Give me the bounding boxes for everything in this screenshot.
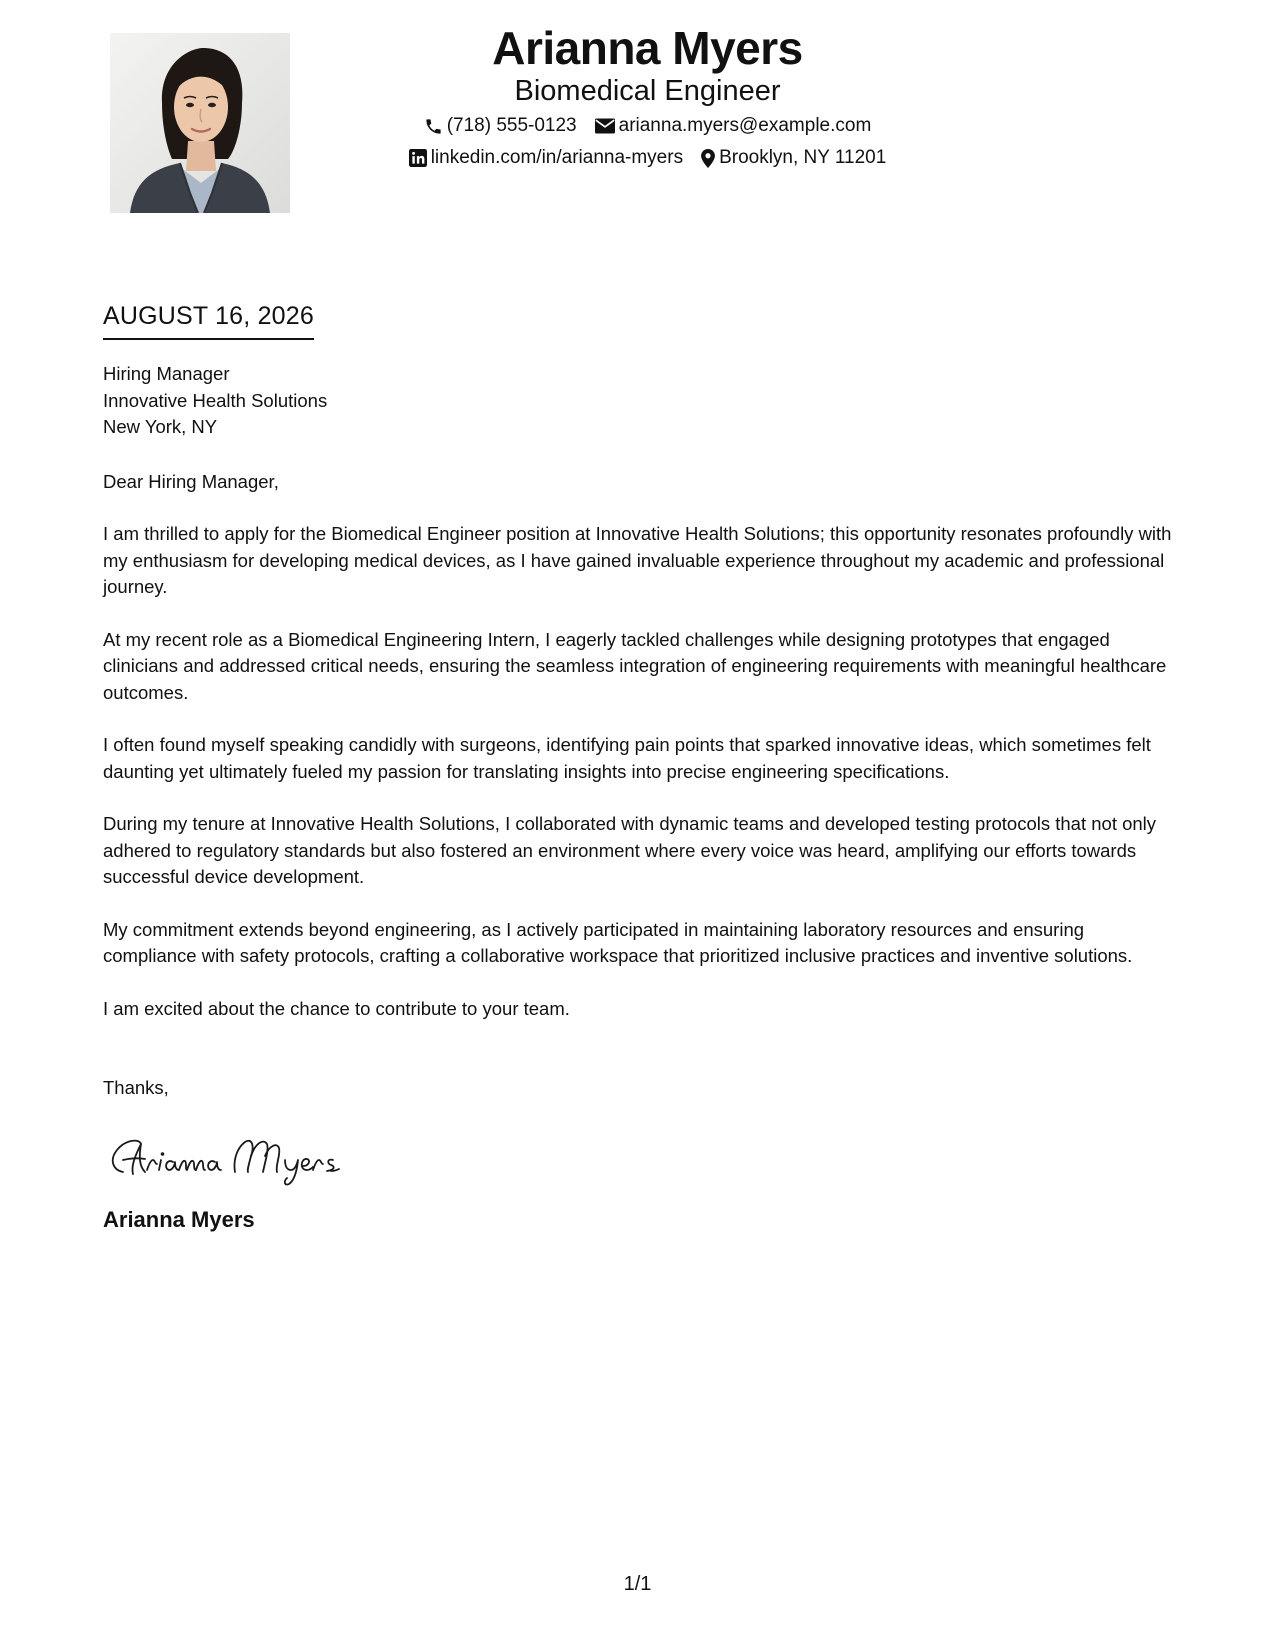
signature-illustration <box>105 1126 365 1188</box>
portrait-illustration <box>110 33 290 213</box>
location-contact <box>701 146 886 170</box>
letter-date: AUGUST 16, 2026 <box>103 300 314 340</box>
phone-icon <box>424 117 443 136</box>
handwritten-signature <box>105 1126 1178 1188</box>
envelope-icon <box>595 118 615 134</box>
body-paragraph: My commitment extends beyond engineering, as I actively participated in maintaining laboratory resources and ensuring compliance with safety protocols, crafting a collaborative workspace that prioritized inclusive practices and inventive solutions. <box>103 918 1133 966</box>
recipient-title: Hiring Manager <box>103 363 230 384</box>
recipient-block <box>103 361 1178 441</box>
signer-name: Arianna Myers <box>103 1206 255 1232</box>
body-paragraph: I often found myself speaking candidly with surgeons, identifying pain points that sparked innovative ideas, which sometimes felt daunting yet ultimately fueled my passion for translating insights into precise engineering specifications. <box>103 734 1151 782</box>
applicant-role: Biomedical Engineer <box>514 75 781 107</box>
page-number: 1/1 <box>623 1573 652 1595</box>
recipient-city: New York, NY <box>103 416 218 437</box>
contact-row-secondary <box>340 146 955 170</box>
closing: Thanks, <box>103 1077 169 1098</box>
body-paragraph: During my tenure at Innovative Health Solutions, I collaborated with dynamic teams and developed testing protocols that not only adhered to regulatory standards but also fostered an environment where every voice was heard, amplifying our efforts towards successful device development. <box>103 813 1157 887</box>
salutation: Dear Hiring Manager, <box>103 470 279 492</box>
phone-text: (718) 555-0123 <box>446 115 577 136</box>
applicant-name: Arianna Myers <box>492 22 803 74</box>
body-paragraph: At my recent role as a Biomedical Engineering Intern, I eagerly tackled challenges while designing prototypes that engaged clinicians and addressed critical needs, ensuring the seamless integration of engineering requirements with meaningful healthcare outcomes. <box>103 628 1167 703</box>
profile-photo <box>110 33 290 213</box>
linkedin-icon <box>409 149 427 167</box>
linkedin-text: linkedin.com/in/arianna-myers <box>430 147 684 168</box>
phone-contact <box>424 114 577 138</box>
letter-body <box>103 361 1178 1234</box>
recipient-company: Innovative Health Solutions <box>103 389 328 411</box>
linkedin-contact <box>409 146 683 170</box>
letter-header <box>340 22 955 170</box>
location-text: Brooklyn, NY 11201 <box>719 147 887 168</box>
map-pin-icon <box>701 149 715 168</box>
contact-row-primary <box>340 114 955 138</box>
email-text: arianna.myers@example.com <box>618 115 872 136</box>
body-paragraph: I am excited about the chance to contribute to your team. <box>103 997 570 1019</box>
email-contact <box>595 114 872 138</box>
body-paragraph: I am thrilled to apply for the Biomedical Engineer position at Innovative Health Solutions; this opportunity resonates profoundly with my enthusiasm for developing medical devices, as I have gained invaluable experience throughout my academic and professional journey. <box>103 523 1172 597</box>
